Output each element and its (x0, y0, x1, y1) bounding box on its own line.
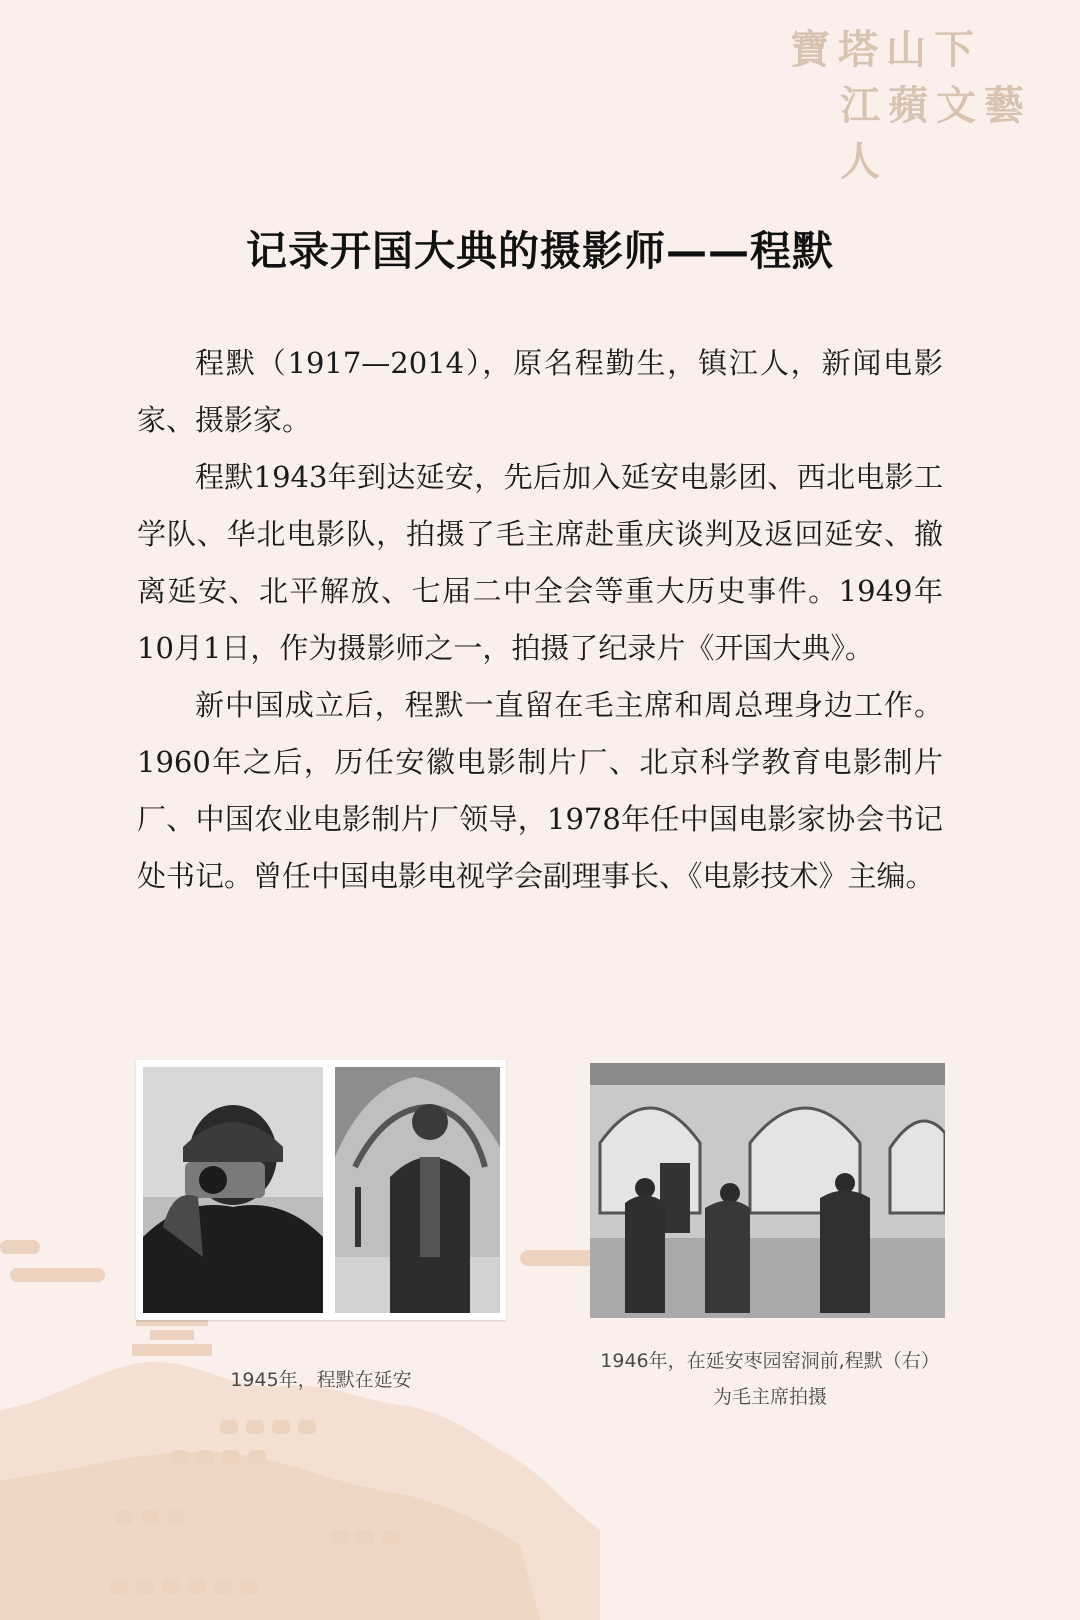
photo-zaoyuan-1946 (590, 1063, 945, 1318)
corner-title-line1: 寶塔山下 (790, 26, 982, 73)
paragraph-career: 新中国成立后，程默一直留在毛主席和周总理身边工作。1960年之后，历任安徽电影制片厂、北京科学教育电影制片厂、中国农业电影制片厂领导，1978年任中国电影家协会书记处书记。曾任中国电影电视学会副理事长、《电影技术》主编。 (137, 688, 943, 893)
caption-1946-line1: 1946年，在延安枣园窑洞前,程默（右） (600, 1350, 940, 1372)
caption-1946 (560, 1343, 980, 1415)
page-title: 记录开国大典的摄影师——程默 (246, 227, 834, 275)
caption-1946-line2: 为毛主席拍摄 (712, 1386, 827, 1408)
photo-camera-closeup (143, 1067, 323, 1313)
corner-title-line2: 江蘋文藝人 (840, 82, 1032, 185)
paragraph-yanan: 程默1943年到达延安，先后加入延安电影团、西北电影工学队、华北电影队，拍摄了毛主席赴重庆谈判及返回延安、撤离延安、北平解放、七届二中全会等重大历史事件。1949年10月1日，作为摄影师之一，拍摄了纪录片《开国大典》。 (137, 460, 943, 665)
photo-standing-portrait (335, 1067, 500, 1313)
corner-calligraphy (790, 22, 1070, 185)
caption-1945: 1945年，程默在延安 (230, 1369, 412, 1391)
paragraph-intro: 程默（1917—2014），原名程勤生，镇江人，新闻电影家、摄影家。 (137, 346, 943, 437)
article-body (137, 335, 943, 905)
